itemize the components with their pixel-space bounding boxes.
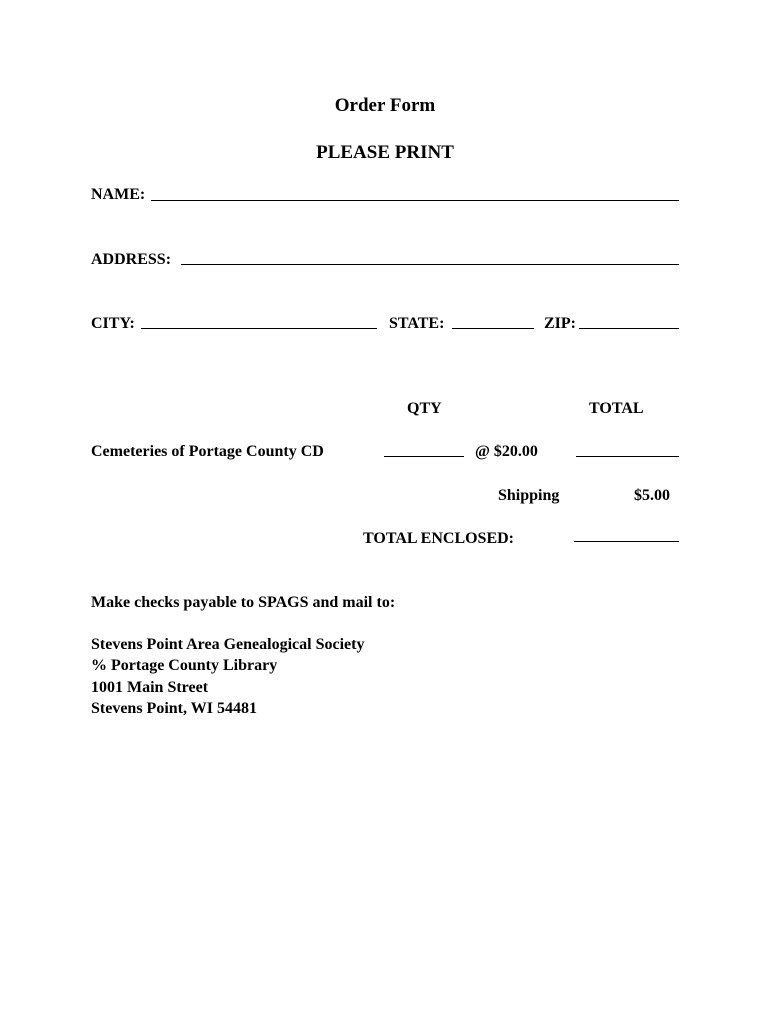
address-field[interactable] [181, 264, 679, 265]
name-label: NAME: [91, 186, 146, 203]
shipping-label: Shipping [498, 487, 560, 504]
qty-header: QTY [407, 400, 442, 417]
city-field[interactable] [141, 328, 377, 329]
form-title: Order Form [334, 95, 436, 116]
form-subtitle: PLEASE PRINT [316, 142, 454, 163]
mailing-address-line-3: 1001 Main Street [91, 679, 209, 696]
city-label: CITY: [91, 315, 135, 332]
item-total-field[interactable] [576, 456, 679, 457]
total-header: TOTAL [589, 400, 644, 417]
mailing-address-line-4: Stevens Point, WI 54481 [91, 700, 257, 717]
name-field[interactable] [151, 200, 679, 201]
zip-label: ZIP: [544, 315, 576, 332]
shipping-amount: $5.00 [634, 487, 670, 504]
payment-instruction: Make checks payable to SPAGS and mail to: [91, 594, 396, 611]
total-enclosed-label: TOTAL ENCLOSED: [363, 530, 515, 547]
item-price: @ $20.00 [475, 443, 538, 460]
zip-field[interactable] [579, 328, 679, 329]
address-label: ADDRESS: [91, 251, 172, 268]
item-name: Cemeteries of Portage County CD [91, 443, 324, 460]
total-enclosed-field[interactable] [574, 541, 679, 542]
state-field[interactable] [452, 328, 534, 329]
qty-field[interactable] [384, 456, 464, 457]
mailing-address-line-2: % Portage County Library [91, 657, 278, 674]
state-label: STATE: [389, 315, 445, 332]
mailing-address-line-1: Stevens Point Area Genealogical Society [91, 636, 365, 653]
